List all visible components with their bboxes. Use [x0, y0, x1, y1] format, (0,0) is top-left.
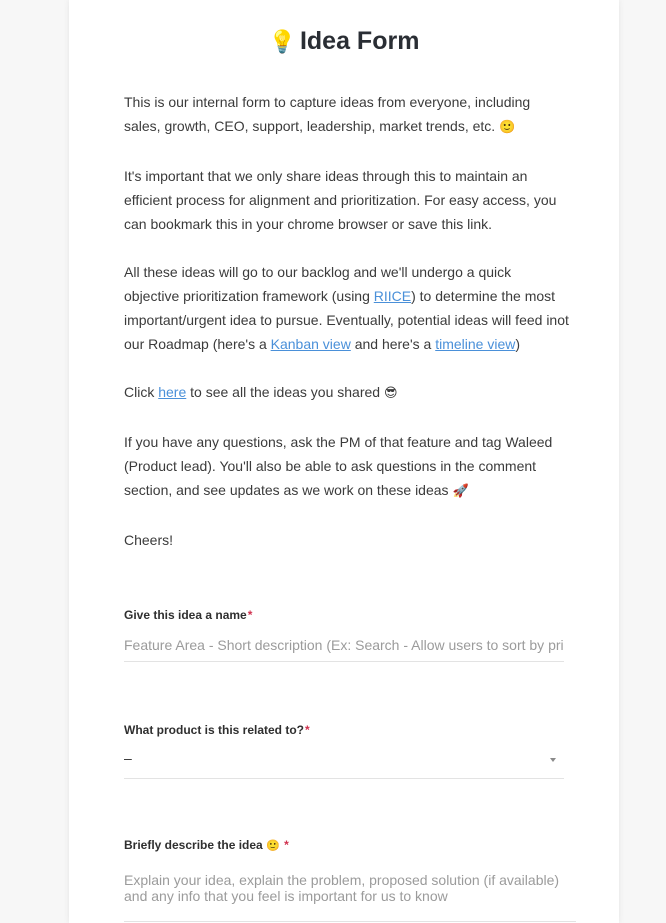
required-mark: *: [305, 723, 310, 737]
riice-link[interactable]: RIICE: [373, 288, 412, 304]
product-label: What product is this related to?*: [124, 723, 310, 737]
intro-paragraph-6: Cheers!: [124, 532, 174, 548]
intro-paragraph-5: If you have any questions, ask the PM of that feature and tag Waleed (Product lead). You'll also be able to ask questions in the comment section, and see updates as we work on these ideas 🚀: [124, 434, 553, 499]
idea-name-label: Give this idea a name*: [124, 608, 253, 622]
describe-label: Briefly describe the idea 🙂 *: [124, 838, 289, 852]
here-link[interactable]: here: [158, 384, 187, 400]
product-select-value: –: [124, 750, 132, 766]
form-card: [69, 0, 619, 923]
product-field: [124, 722, 564, 779]
timeline-view-link[interactable]: timeline view: [435, 336, 516, 352]
intro-paragraph-2: It's important that we only share ideas through this to maintain an efficient process for alignment and prioritization. For easy access, you can bookmark this in your chrome browser or save this link.: [124, 168, 557, 232]
describe-textarea[interactable]: [124, 872, 576, 922]
product-select[interactable]: [124, 750, 564, 779]
intro-paragraph-1: This is our internal form to capture ideas from everyone, including sales, growth, CEO, support, leadership, market trends, etc. 🙂: [124, 94, 531, 135]
smile-emoji-icon: 🙂: [499, 120, 516, 135]
required-mark: *: [284, 838, 289, 852]
intro-paragraph-3: All these ideas will go to our backlog and we'll undergo a quick objective prioritization framework (using RIICE) to determine the most important/urgent idea to pursue. Eventually, potential ideas will feed inot our Roadmap (here's a Kanban view and here's a timeline view): [124, 264, 569, 352]
idea-name-field: [124, 607, 564, 662]
sunglasses-emoji-icon: 😎: [383, 386, 398, 401]
chevron-down-icon: [550, 758, 556, 762]
kanban-view-link[interactable]: Kanban view: [270, 336, 351, 352]
intro-paragraph-4: Click here to see all the ideas you shared 😎: [124, 384, 398, 401]
lightbulb-icon: 💡: [268, 30, 296, 55]
smile-emoji-icon: 🙂: [266, 839, 280, 852]
form-description: [124, 90, 569, 576]
describe-field: [124, 837, 564, 923]
idea-name-input[interactable]: [124, 637, 564, 662]
form-title-text: Idea Form: [299, 27, 420, 55]
form-title: [69, 24, 619, 60]
rocket-emoji-icon: 🚀: [452, 484, 469, 499]
required-mark: *: [247, 608, 253, 622]
